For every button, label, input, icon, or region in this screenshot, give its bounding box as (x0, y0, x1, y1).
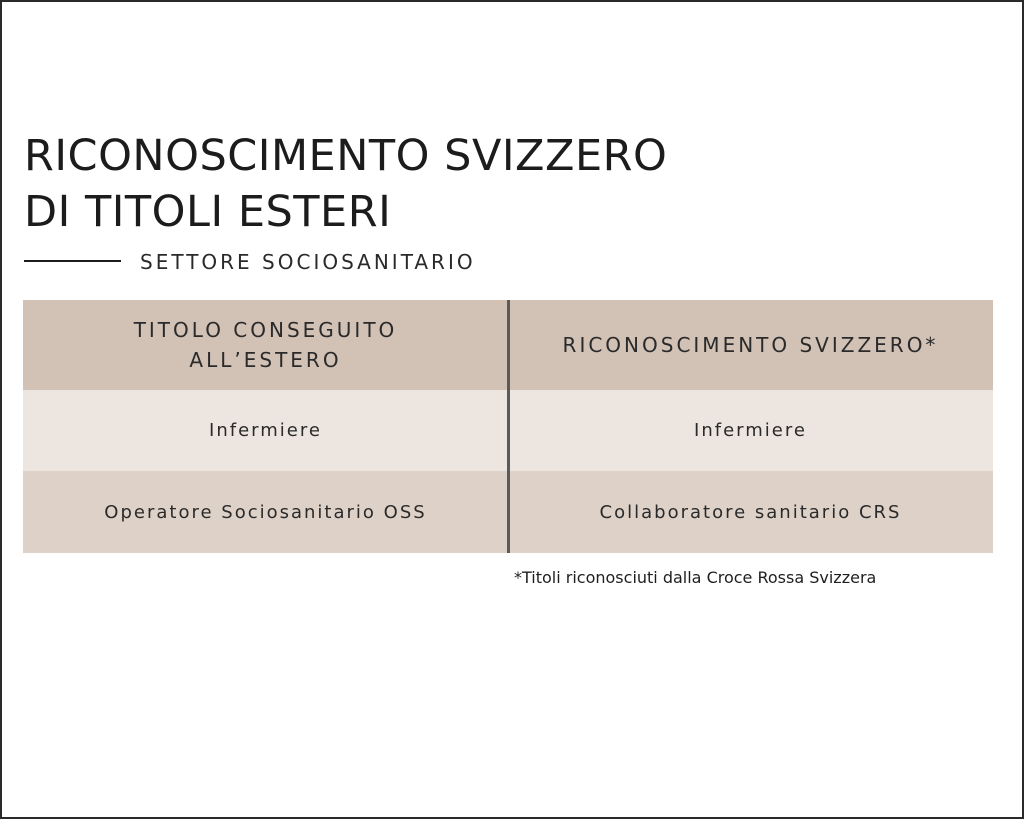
cell-foreign-title: Infermiere (209, 420, 322, 441)
title-line-2: DI TITOLI ESTERI (24, 187, 392, 237)
recognition-table (23, 300, 993, 553)
cell-swiss-recognition: Collaboratore sanitario CRS (599, 501, 902, 523)
column-divider (507, 300, 510, 553)
footnote: *Titoli riconosciuti dalla Croce Rossa Svizzera (514, 568, 877, 587)
page-title (24, 128, 924, 240)
cell-foreign-title: Operatore Sociosanitario OSS (104, 501, 427, 523)
header-foreign-title: TITOLO CONSEGUITO ALL’ESTERO (133, 318, 398, 372)
cell-swiss-recognition: Infermiere (694, 420, 807, 441)
subtitle-rule (24, 260, 121, 262)
title-line-1: RICONOSCIMENTO SVIZZERO (24, 131, 668, 181)
header-swiss-recognition: RICONOSCIMENTO SVIZZERO* (562, 333, 939, 357)
subtitle: SETTORE SOCIOSANITARIO (140, 250, 476, 274)
